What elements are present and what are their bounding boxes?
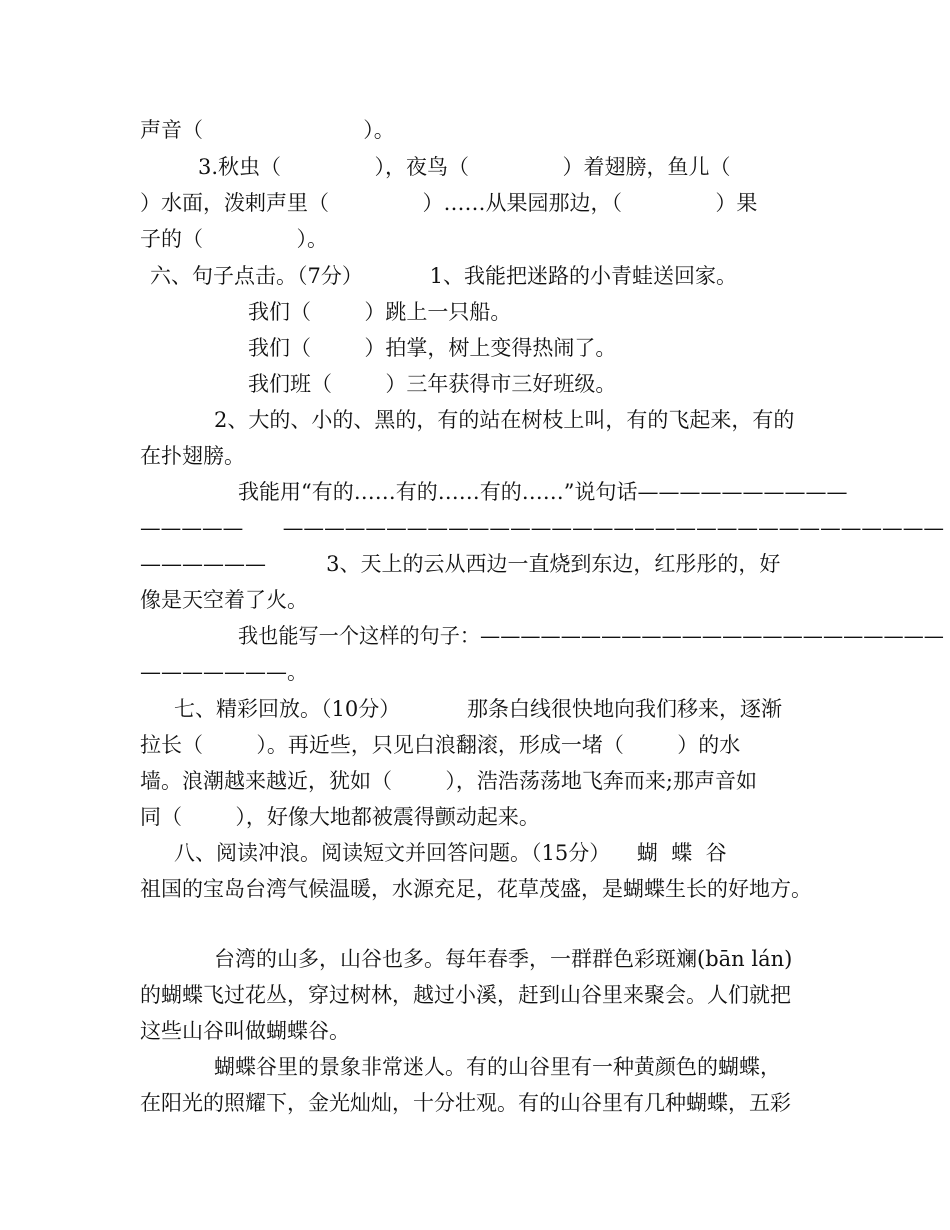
text-line: 蝴蝶谷里的景象非常迷人。有的山谷里有一种黄颜色的蝴蝶， <box>214 1055 781 1079</box>
text-line: 拉长（ ）。再近些，只见白浪翻滚，形成一堵（ ）的水 <box>140 733 741 757</box>
text-line: 子的（ ）。 <box>140 227 328 251</box>
text-line: 墙。浪潮越来越近，犹如（ ），浩浩荡荡地飞奔而来;那声音如 <box>140 769 757 793</box>
text-line: ）水面，泼剌声里（ ）……从果园那边，（ ）果 <box>140 191 758 215</box>
text-line: 像是天空着了火。 <box>140 588 308 612</box>
text-line: 我们（ ）跳上一只船。 <box>248 300 512 324</box>
text-line: 六、句子点击。（7分） 1、我能把迷路的小青蛙送回家。 <box>150 264 737 288</box>
text-line: 声音（ ）。 <box>140 118 395 142</box>
text-line: 我们班（ ）三年获得市三好班级。 <box>248 372 617 396</box>
text-line: 同（ ），好像大地都被震得颤动起来。 <box>140 805 540 829</box>
text-line: 这些山谷叫做蝴蝶谷。 <box>140 1019 350 1043</box>
text-line: 在扑翅膀。 <box>140 444 245 468</box>
text-line: 台湾的山多，山谷也多。每年春季，一群群色彩斑斓(bān lán) <box>214 947 793 971</box>
text-line: 我也能写一个这样的句子：——————————————————————— <box>238 624 944 648</box>
text-line: 2、大的、小的、黑的，有的站在树枝上叫，有的飞起来，有的 <box>214 408 795 432</box>
text-line: 3.秋虫（ ），夜鸟（ ）着翅膀，鱼儿（ <box>198 155 731 179</box>
text-line: 八、阅读冲浪。阅读短文并回答问题。（15分） 蝴 蝶 谷 <box>174 841 727 865</box>
text-line: 七、精彩回放。（10分） 那条白线很快地向我们移来，逐渐 <box>174 697 782 721</box>
text-line: —————— 3、天上的云从西边一直烧到东边，红彤彤的，好 <box>140 552 781 576</box>
text-line: 的蝴蝶飞过花丛，穿过树林，越过小溪，赶到山谷里来聚会。人们就把 <box>140 983 791 1007</box>
text-line: 我们（ ）拍掌，树上变得热闹了。 <box>248 336 617 360</box>
text-line: ————— ———————————————————————————————— <box>140 516 945 540</box>
text-line: 在阳光的照耀下，金光灿灿，十分壮观。有的山谷里有几种蝴蝶，五彩 <box>140 1091 791 1115</box>
text-line: 祖国的宝岛台湾气候温暖，水源充足，花草茂盛，是蝴蝶生长的好地方。 <box>140 877 812 901</box>
text-line: ———————。 <box>140 660 308 684</box>
text-line: 我能用“有的……有的……有的……”说句话—————————— <box>238 480 848 504</box>
